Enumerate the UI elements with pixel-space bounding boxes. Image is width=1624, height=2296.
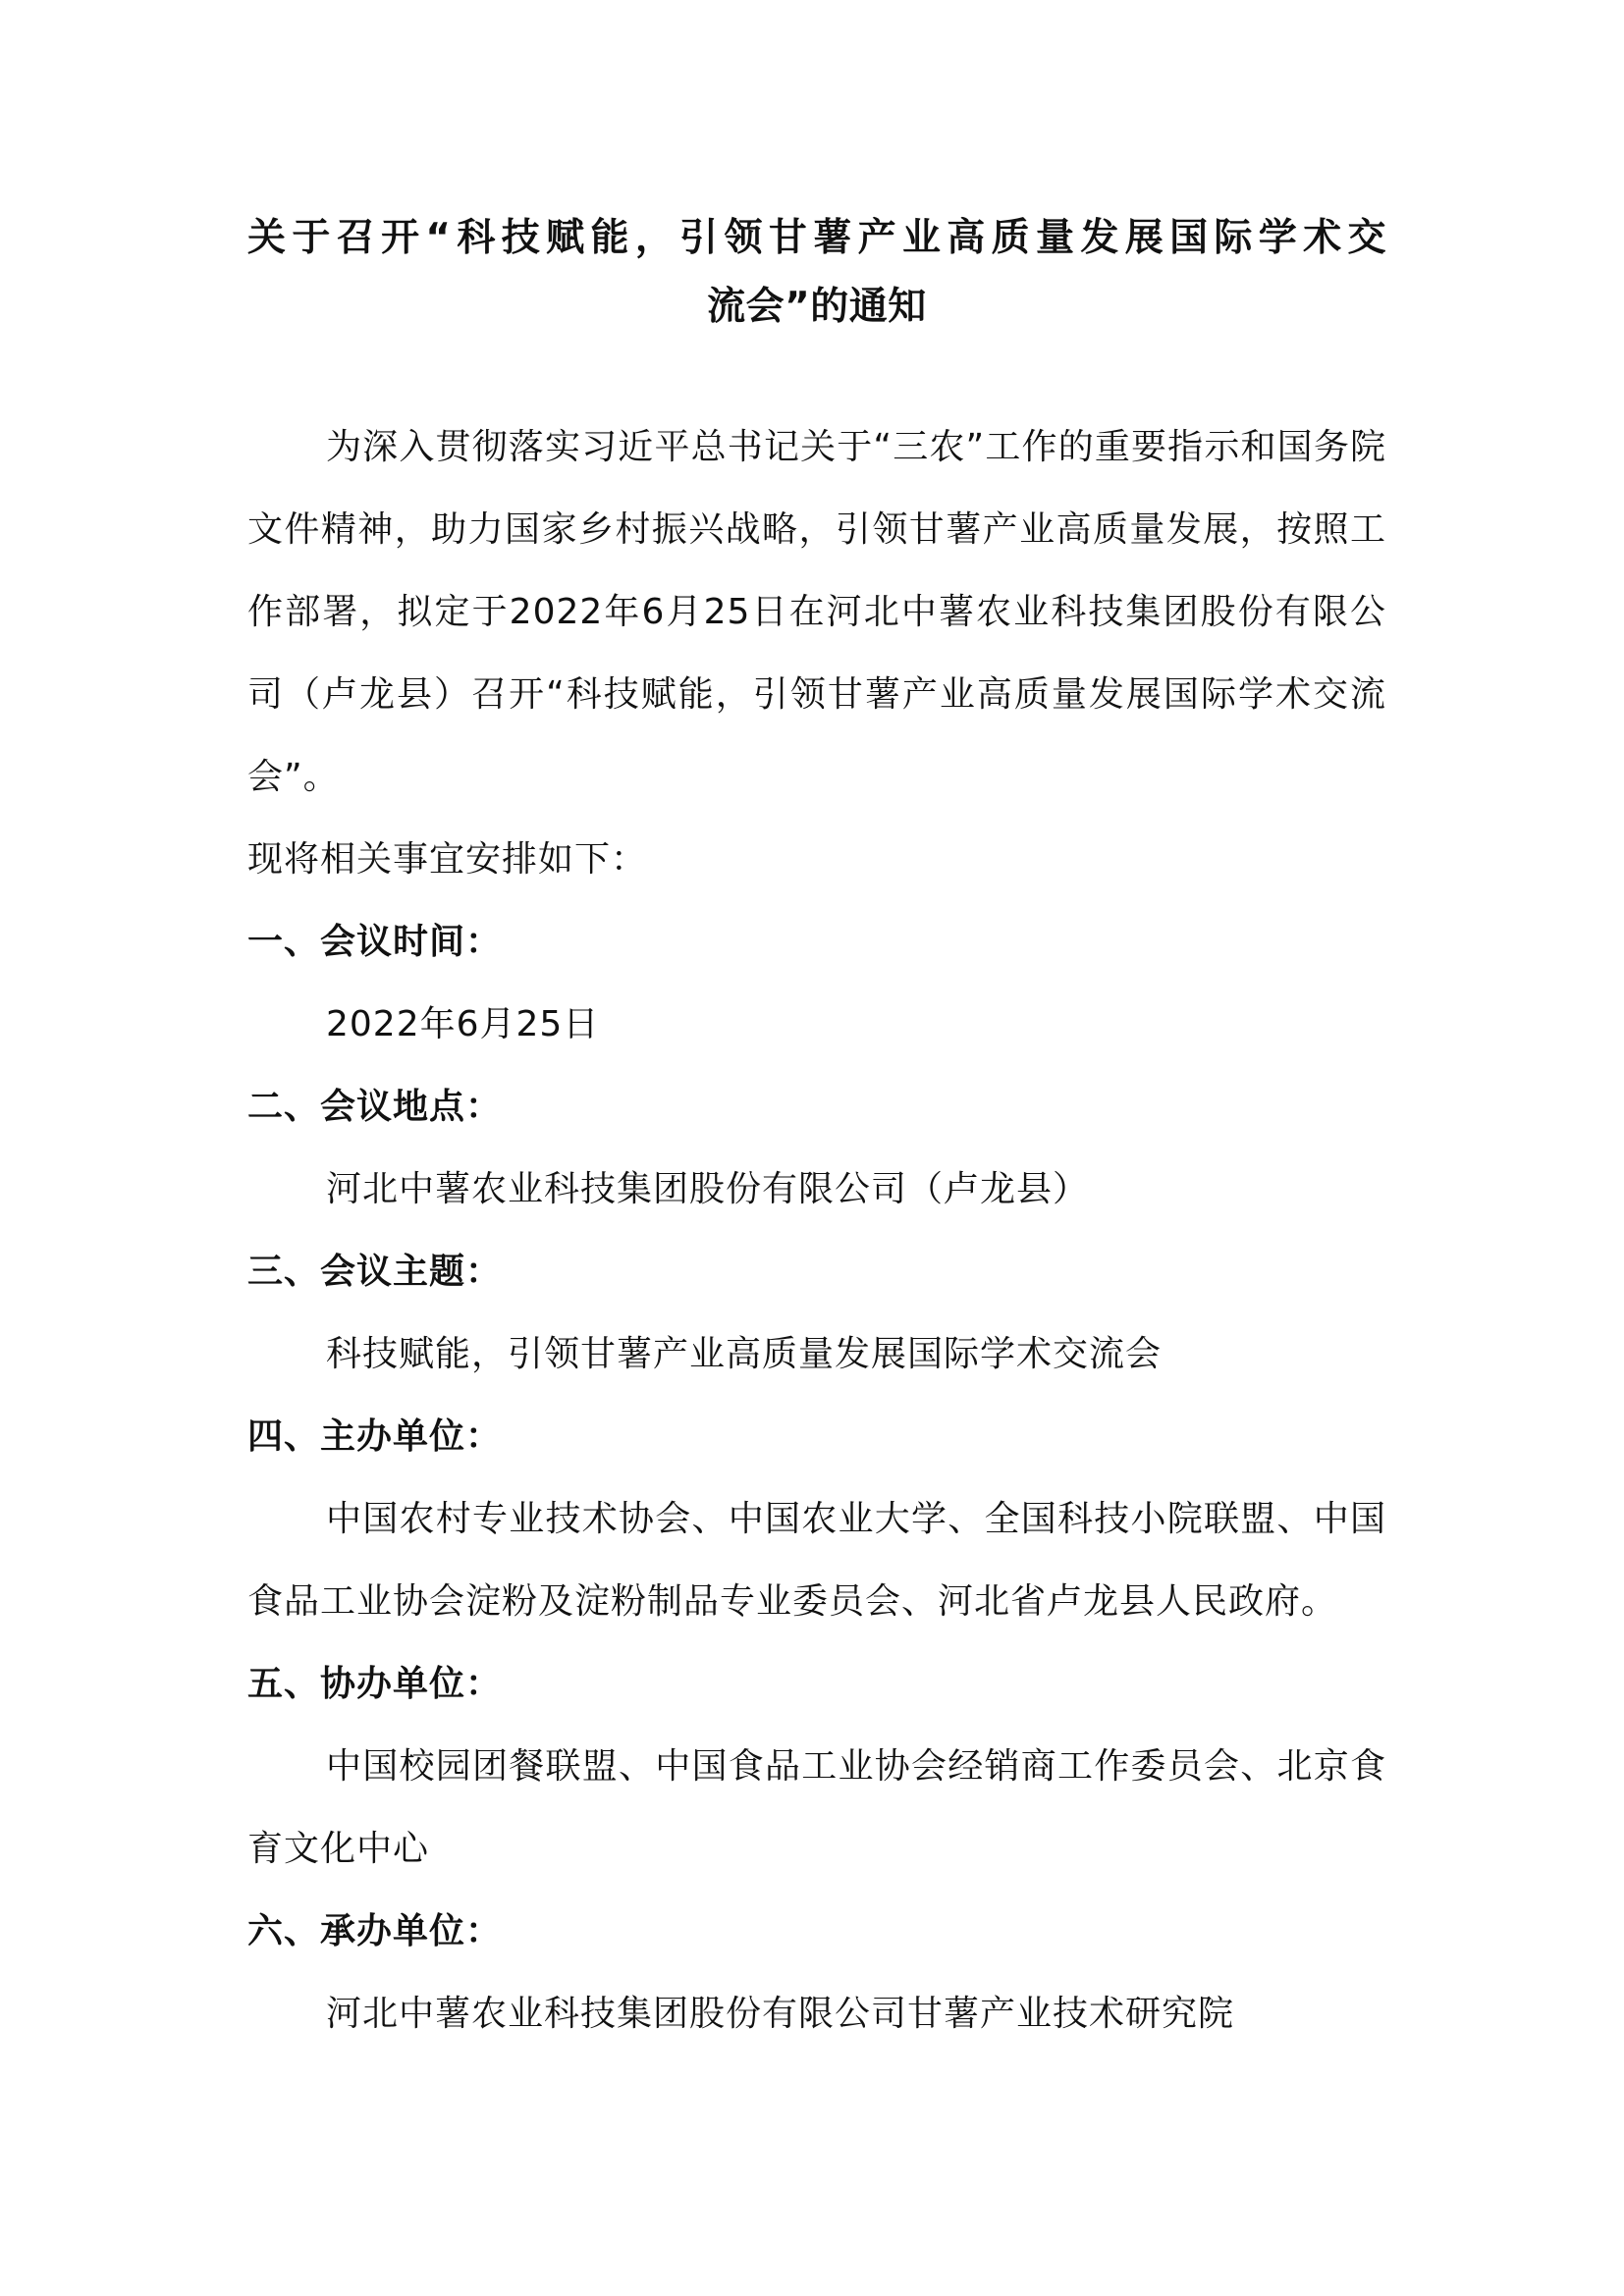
arrangement-line: 现将相关事宜安排如下：: [247, 839, 648, 880]
section-heading-organizers: 四、主办单位：: [247, 1416, 503, 1457]
section-content-hosts: 河北中薯农业科技集团股份有限公司甘薯产业技术研究院: [326, 1994, 1235, 2034]
section-content-location: 河北中薯农业科技集团股份有限公司（卢龙县）: [326, 1169, 1090, 1209]
section-heading-time: 一、会议时间：: [247, 922, 503, 962]
section-content-organizers: 中国农村专业技术协会、中国农业大学、全国科技小院联盟、中国食品工业协会淀粉及淀粉制品专业委员会、河北省卢龙县人民政府。: [247, 1499, 1386, 1622]
section-content-time: 2022年6月25日: [326, 1004, 600, 1044]
intro-paragraph: 为深入贯彻落实习近平总书记关于“三农”工作的重要指示和国务院文件精神，助力国家乡村振兴战略，引领甘薯产业高质量发展，按照工作部署，拟定于2022年6月25日在河北中薯农业科技集团股份有限公司（卢龙县）召开“科技赋能，引领甘薯产业高质量发展国际学术交流会”。: [247, 427, 1386, 797]
section-heading-hosts: 六、承办单位：: [247, 1911, 503, 1951]
section-content-theme: 科技赋能，引领甘薯产业高质量发展国际学术交流会: [326, 1334, 1163, 1374]
title-line-2: 流会”的通知: [707, 285, 927, 329]
section-heading-co-organizers: 五、协办单位：: [247, 1664, 503, 1704]
section-heading-theme: 三、会议主题：: [247, 1252, 503, 1292]
document-page: [247, 204, 1386, 2056]
document-body: [247, 406, 1386, 2056]
section-content-co-organizers: 中国校园团餐联盟、中国食品工业协会经销商工作委员会、北京食育文化中心: [247, 1746, 1386, 1869]
section-heading-location: 二、会议地点：: [247, 1087, 503, 1127]
document-title: [247, 204, 1386, 342]
title-line-1: 关于召开“科技赋能，引领甘薯产业高质量发展国际学术交: [247, 216, 1386, 260]
